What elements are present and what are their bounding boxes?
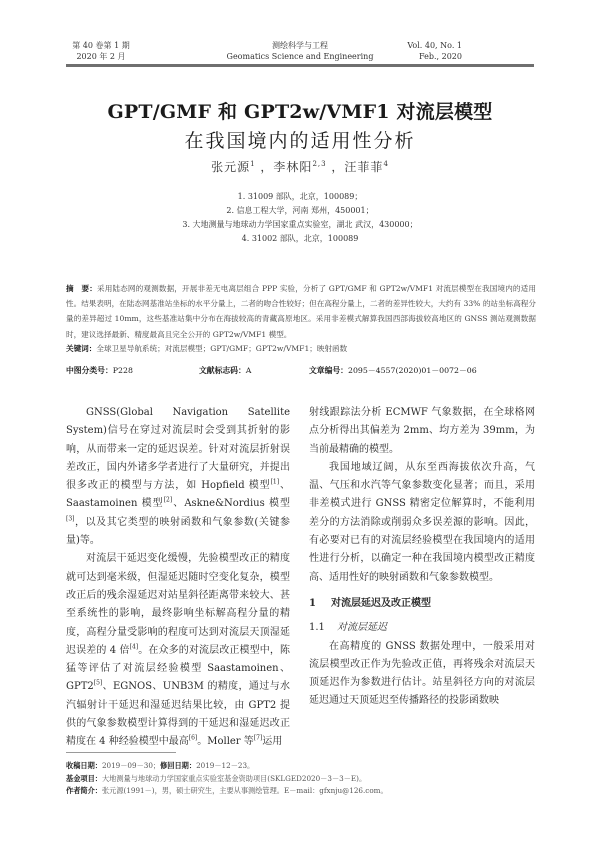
- footnote-rule: [66, 752, 176, 753]
- author-separator: ，: [331, 160, 345, 174]
- section-title: 对流层延迟及改正模型: [331, 597, 431, 609]
- author-bio-value: 张元源(1991－)，男，硕士研究生，主要从事测绘管理。E－mail：gfxnju@126.com。: [101, 786, 388, 796]
- running-header-left: [66, 40, 136, 62]
- running-header-right: [372, 40, 462, 62]
- abstract: [66, 281, 536, 342]
- citation-marker: [7]: [253, 735, 263, 743]
- clc-number: [66, 365, 133, 377]
- fund-value: 大地测量与地球动力学国家重点实验室基金资助项目(SKLGED2020－3－3－E)。: [101, 773, 367, 783]
- publication-date-en: Feb., 2020: [419, 52, 462, 61]
- paper-title-line-2: 在我国境内的适用性分析: [184, 130, 416, 152]
- doc-code-value: A: [245, 366, 252, 375]
- author-name: 李林阳: [273, 160, 313, 174]
- citation-marker: [2]: [163, 497, 173, 505]
- citation-marker: [5]: [93, 680, 103, 688]
- clc-value: P228: [112, 366, 133, 375]
- author-affil-sup: 1: [250, 160, 256, 168]
- volume-issue: 第 40 卷第 1 期: [72, 41, 130, 50]
- affiliation-item: 2. 信息工程大学，河南 郑州，450001；: [226, 206, 374, 215]
- keywords-text: 全球卫星导航系统；对流层模型；GPT/GMF；GPT2w/VMF1；映射函数: [96, 344, 348, 353]
- footnote-dates: [66, 760, 536, 773]
- journal-name-cn: 测绘科学与工程: [272, 41, 328, 50]
- author-list: [0, 158, 600, 175]
- author-affil-sup: 4: [383, 160, 389, 168]
- revised-label: 修回日期：: [160, 761, 197, 770]
- journal-name-en: Geomatics Science and Engineering: [226, 52, 374, 61]
- author-name: 汪菲菲: [344, 160, 384, 174]
- article-number: [309, 365, 477, 377]
- body-paragraph-continued: 射线跟踪法分析 ECMWF 气象数据，在全球格网点分析得出其偏差为 2mm、均方差为 39mm，为当前最精确的模型。: [309, 407, 535, 455]
- received-label: 收稿日期：: [66, 761, 102, 770]
- abstract-label: 摘 要：: [66, 284, 97, 293]
- doc-code-label: 文献标志码：: [199, 366, 246, 375]
- body-paragraph: 对流层干延迟变化缓慢，先验模型改正的精度就可达到毫米级，但湿延迟随时空变化复杂，模型改正后的残余湿延迟对站星斜径距离带来较大、甚至系统性的影响，最终影响坐标解高程分量的精度，高程分量受影响的程度可达到对流层天顶湿延迟误差的 4 倍[4]。在众多的对流层改正模型中，陈猛等评估了对流层经验模型 Saastamoinen、GPT2[5]、EGNOS、UNB3M 的精度，通过与水汽辐射计干延迟和湿延迟结果比较，由 GPT2 提供的气象参数模型计算得到的干延迟和湿延迟改正精度在 4 种经验模型中最高[6]。Moller 等[7]运用: [66, 553, 290, 748]
- author-separator: ，: [260, 160, 274, 174]
- citation-marker: [3]: [66, 515, 75, 523]
- received-value: 2019－09－30；: [101, 761, 161, 770]
- author-affil-sup: 2,3: [312, 160, 327, 168]
- citation-marker: [4]: [129, 643, 139, 651]
- running-header-center: [200, 40, 400, 62]
- header-rule: [66, 64, 534, 67]
- affiliation-list: [0, 190, 600, 246]
- revised-value: 2019－12－23。: [196, 761, 255, 770]
- footnote-fund: [66, 773, 536, 786]
- subsection-heading: [309, 619, 535, 637]
- citation-marker: [6]: [188, 735, 198, 743]
- volume-en: Vol. 40, No. 1: [407, 41, 462, 50]
- section-number: 1: [309, 597, 316, 609]
- affiliation-item: 4. 31002 部队，北京，100089: [241, 234, 359, 243]
- body-column-right: [309, 404, 535, 711]
- body-paragraph: 我国地域辽阔，从东至西海拔依次升高，气温、气压和水汽等气象参数变化显著；而且，采用非差模式进行 GNSS 精密定位解算时，不能利用差分的方法消除或削弱众多误差源的影响。因此，有必要对已有的对流层经验模型在我国境内的适用性进行分析，以确定一种在我国境内模型改正精度高、适用性好的映射函数和气象参数模型。: [309, 461, 535, 583]
- footnote-author: [66, 785, 536, 798]
- fund-label: 基金项目：: [66, 773, 102, 783]
- subsection-number: 1.1: [309, 622, 325, 634]
- citation-marker: [1]: [270, 478, 280, 486]
- keywords-label: 关键词：: [66, 344, 97, 353]
- subsection-title: 对流层延迟: [337, 622, 387, 634]
- body-paragraph: 在高精度的 GNSS 数据处理中，一般采用对流层模型改正作为先验改正值，再将残余对流层天顶延迟作为参数进行估计。站星斜径方向的对流层延迟通过天顶延迟至传播路径的投影函数映: [309, 640, 535, 707]
- publication-date-cn: 2020 年 2 月: [76, 52, 126, 61]
- article-no-value: 2095－4557(2020)01－0072－06: [347, 366, 477, 375]
- document-code: [199, 365, 251, 377]
- article-no-label: 文章编号：: [309, 366, 348, 375]
- affiliation-item: 1. 31009 部队，北京，100089；: [237, 192, 363, 201]
- author-bio-label: 作者简介：: [66, 786, 102, 796]
- section-heading: [309, 595, 535, 613]
- affiliation-item: 3. 大地测量与地球动力学国家重点实验室，湖北 武汉，430000；: [182, 220, 418, 229]
- abstract-text: 采用陆态网的观测数据，开展非差无电离层组合 PPP 实验，分析了 GPT/GMF 和 GPT2w/VMF1 对流层模型在我国境内的适用性。结果表明，在陆态网基准站坐标的水平分量上，二者的吻合性较好；但在高程分量上，二者的差异性较大，大约有 33% 的站坐标高程分量的差异超过 10mm，这些基准站集中分布在海拔较高的青藏高原地区。采用非差模式解算我国西部海拔较高地区的 GNSS 测站观测数据时，建议选择最新、精度最高且完全公开的 GPT2w/VMF1 模型。: [66, 284, 537, 339]
- footnotes: [66, 760, 536, 798]
- clc-label: 中图分类号：: [66, 366, 113, 375]
- body-column-left: [66, 404, 290, 752]
- body-paragraph: GNSS(Global Navigation Satellite System)信号在穿过对流层时会受到其折射的影响，从而带来一定的延迟误差。针对对流层折射误差改正，国内外诸多学者进行了大量研究，并提出很多改正的模型与方法，如 Hopfield 模型[1]、Saastamoinen 模型[2]、Askne&Nordius 模型[3]，以及其它类型的映射函数和气象参数(关键参量)等。: [66, 407, 291, 547]
- paper-title-line-1: GPT/GMF 和 GPT2w/VMF1 对流层模型: [107, 101, 493, 123]
- keywords: [66, 341, 536, 356]
- author-name: 张元源: [211, 160, 251, 174]
